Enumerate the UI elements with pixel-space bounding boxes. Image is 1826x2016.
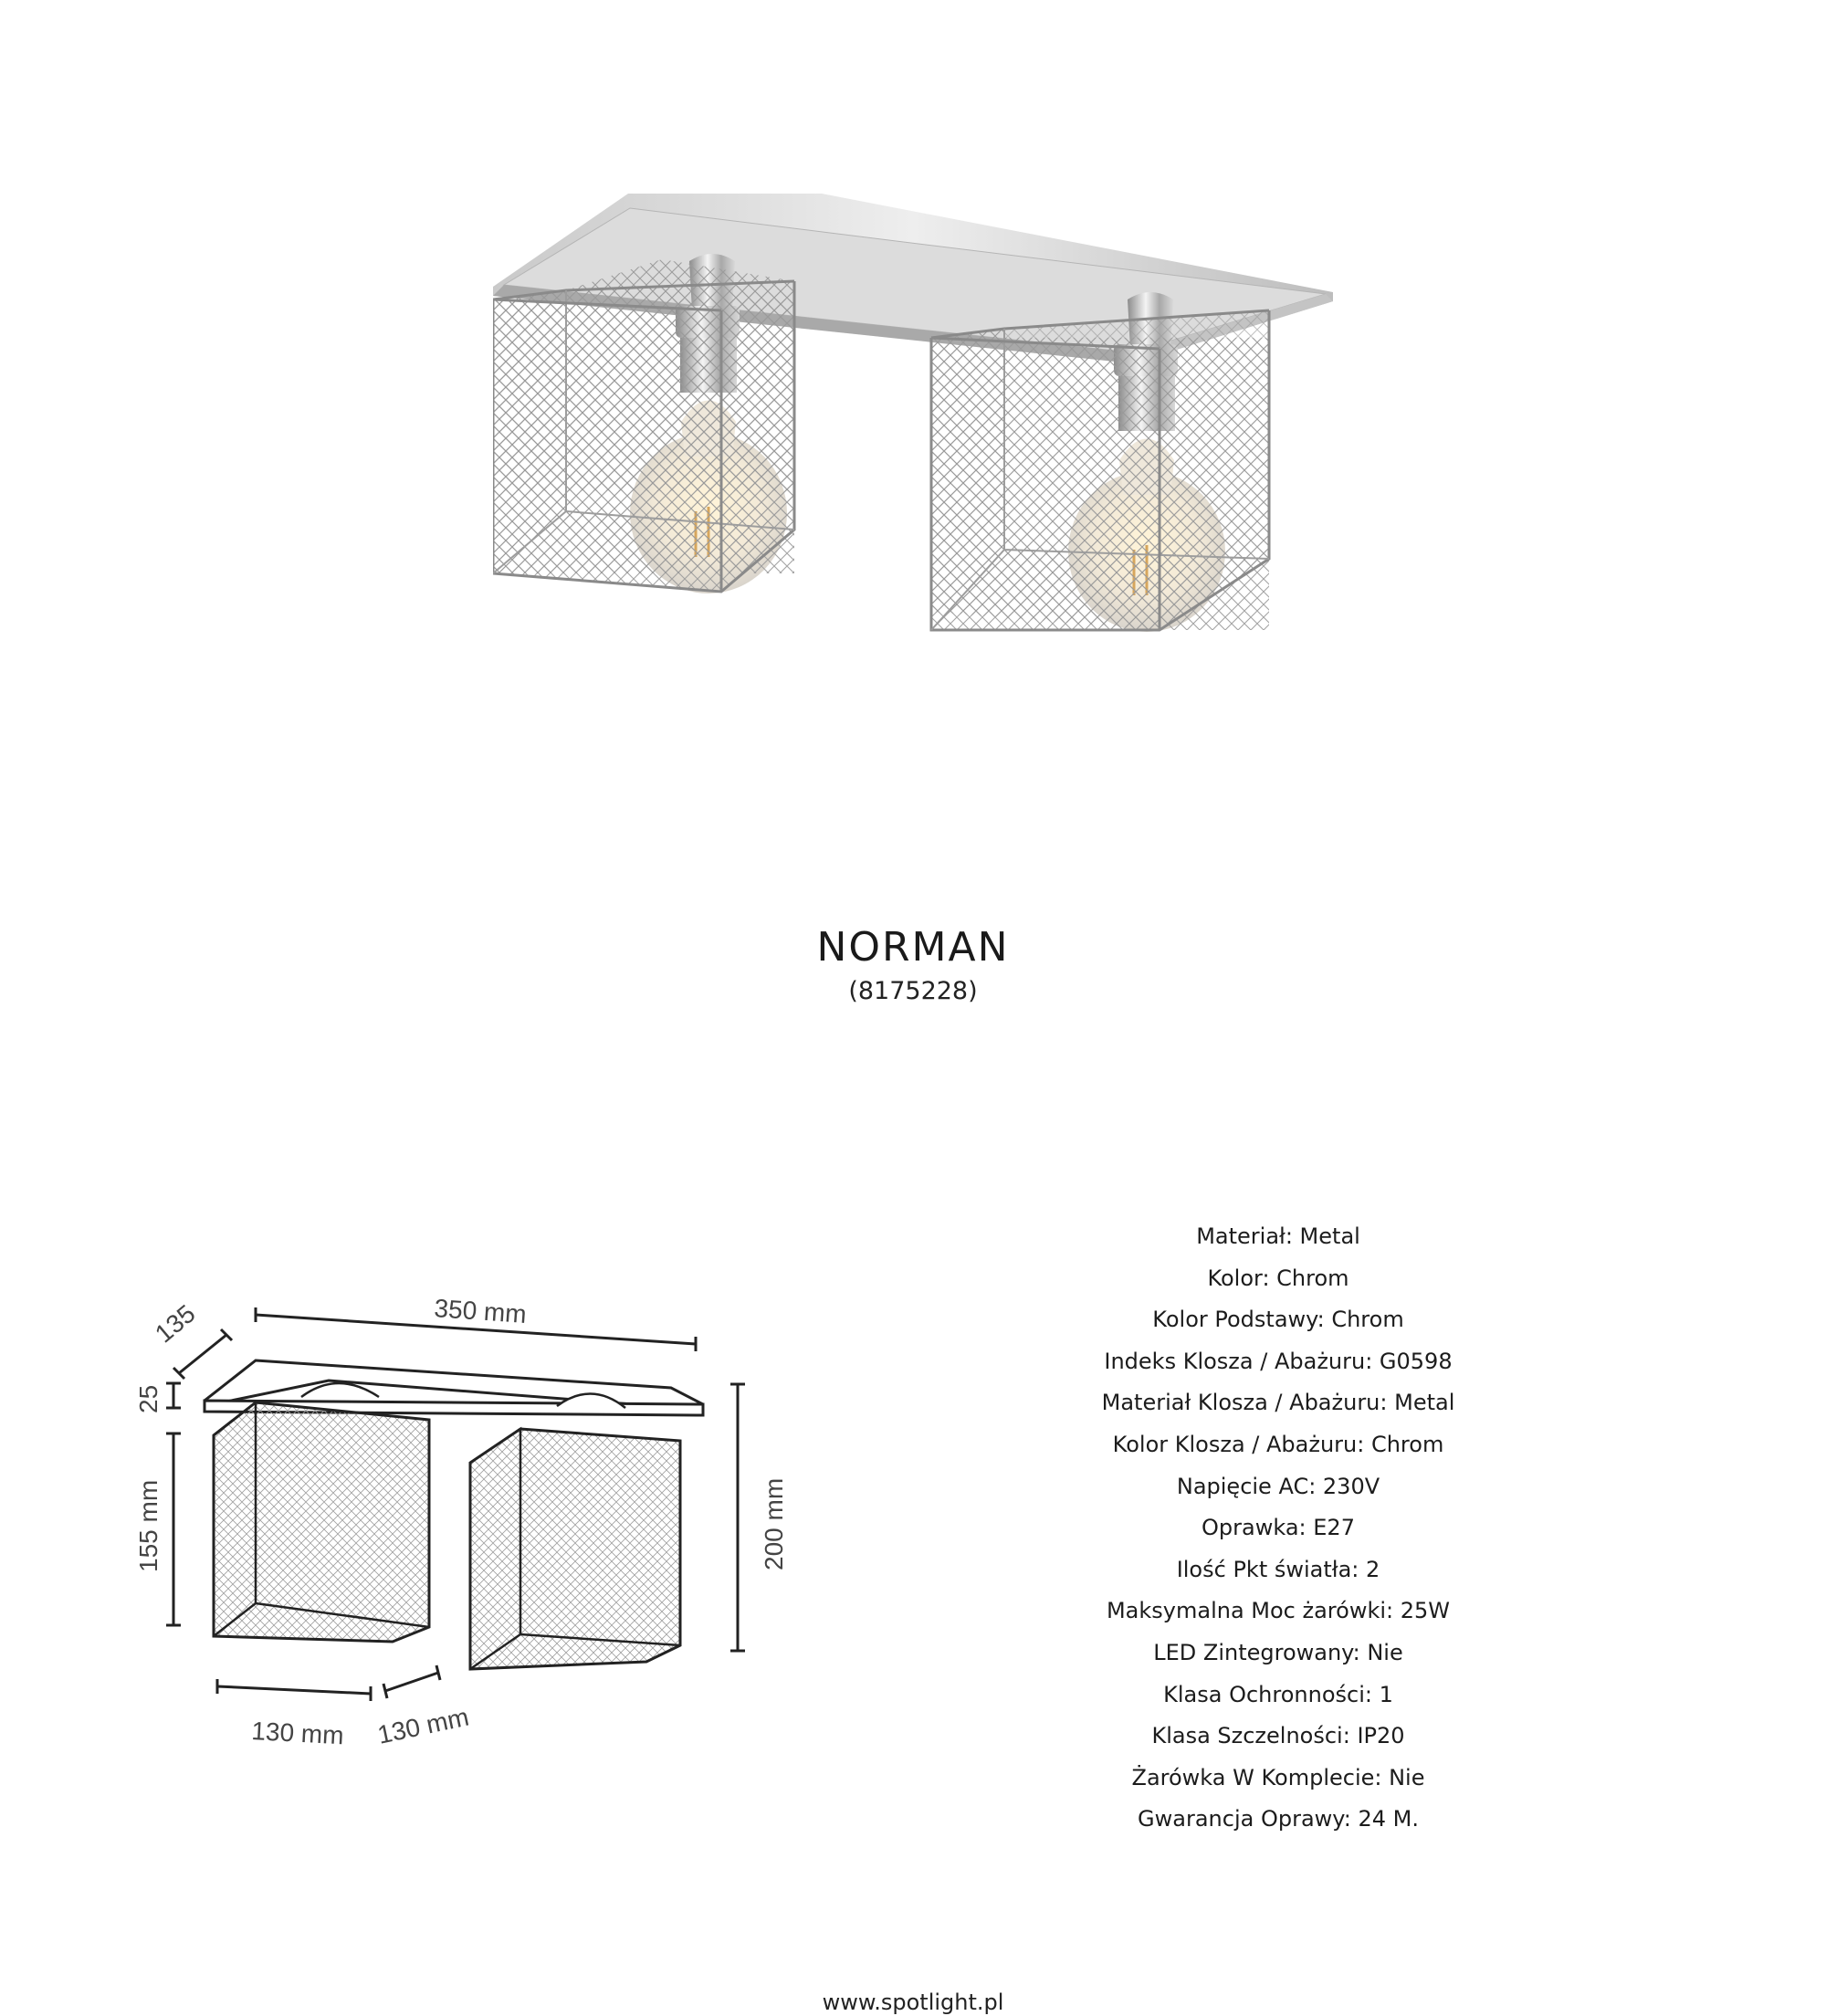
depth-label: 135 [149,1298,201,1349]
spec-ip-rating: Klasa Szczelności: IP20 [1151,1723,1405,1749]
spec-shade-material: Materiał Klosza / Abażuru: Metal [1101,1390,1455,1416]
depth-dimension [150,1299,232,1379]
spec-list [986,1216,1570,1841]
product-name: NORMAN [816,924,1010,971]
base-height-dimension [134,1383,181,1413]
shade-height-label: 155 mm [134,1479,163,1572]
drawing-left-shade [214,1402,429,1642]
spec-integrated-led: LED Zintegrowany: Nie [1153,1639,1403,1665]
spec-bulb-included: Żarówka W Komplecie: Nie [1131,1764,1425,1790]
product-heading [0,922,1826,1010]
shade-height-dimension [134,1433,181,1625]
product-code: (8175228) [848,977,978,1005]
product-photo [493,183,1351,730]
spec-max-power: Maksymalna Moc żarówki: 25W [1106,1598,1451,1624]
shade-depth-label: 130 mm [374,1702,472,1749]
width-dimension [256,1294,696,1351]
spec-warranty: Gwarancja Oprawy: 24 M. [1138,1806,1419,1832]
total-height-dimension [730,1384,788,1651]
right-lamp [931,292,1269,632]
footer-url: www.spotlight.pl [822,1990,1004,2015]
spec-socket: Oprawka: E27 [1202,1515,1355,1541]
spec-material: Materiał: Metal [1196,1223,1360,1249]
left-lamp [493,254,794,593]
spec-light-points: Ilość Pkt światła: 2 [1176,1556,1380,1582]
drawing-right-shade [470,1429,680,1669]
shade-width-dimension [217,1679,371,1749]
shade-width-label: 130 mm [250,1717,345,1750]
shade-depth-dimension [375,1665,471,1749]
spec-base-color: Kolor Podstawy: Chrom [1152,1307,1404,1333]
spec-voltage: Napięcie AC: 230V [1176,1473,1380,1499]
dimension-drawing [119,1260,813,1753]
spec-shade-color: Kolor Klosza / Abażuru: Chrom [1112,1431,1444,1457]
spec-shade-index: Indeks Klosza / Abażuru: G0598 [1104,1348,1453,1374]
total-height-label: 200 mm [760,1477,788,1570]
width-label: 350 mm [433,1294,528,1329]
spec-color: Kolor: Chrom [1207,1265,1349,1291]
spec-protection-class: Klasa Ochronności: 1 [1163,1681,1393,1707]
base-height-label: 25 [134,1384,163,1413]
